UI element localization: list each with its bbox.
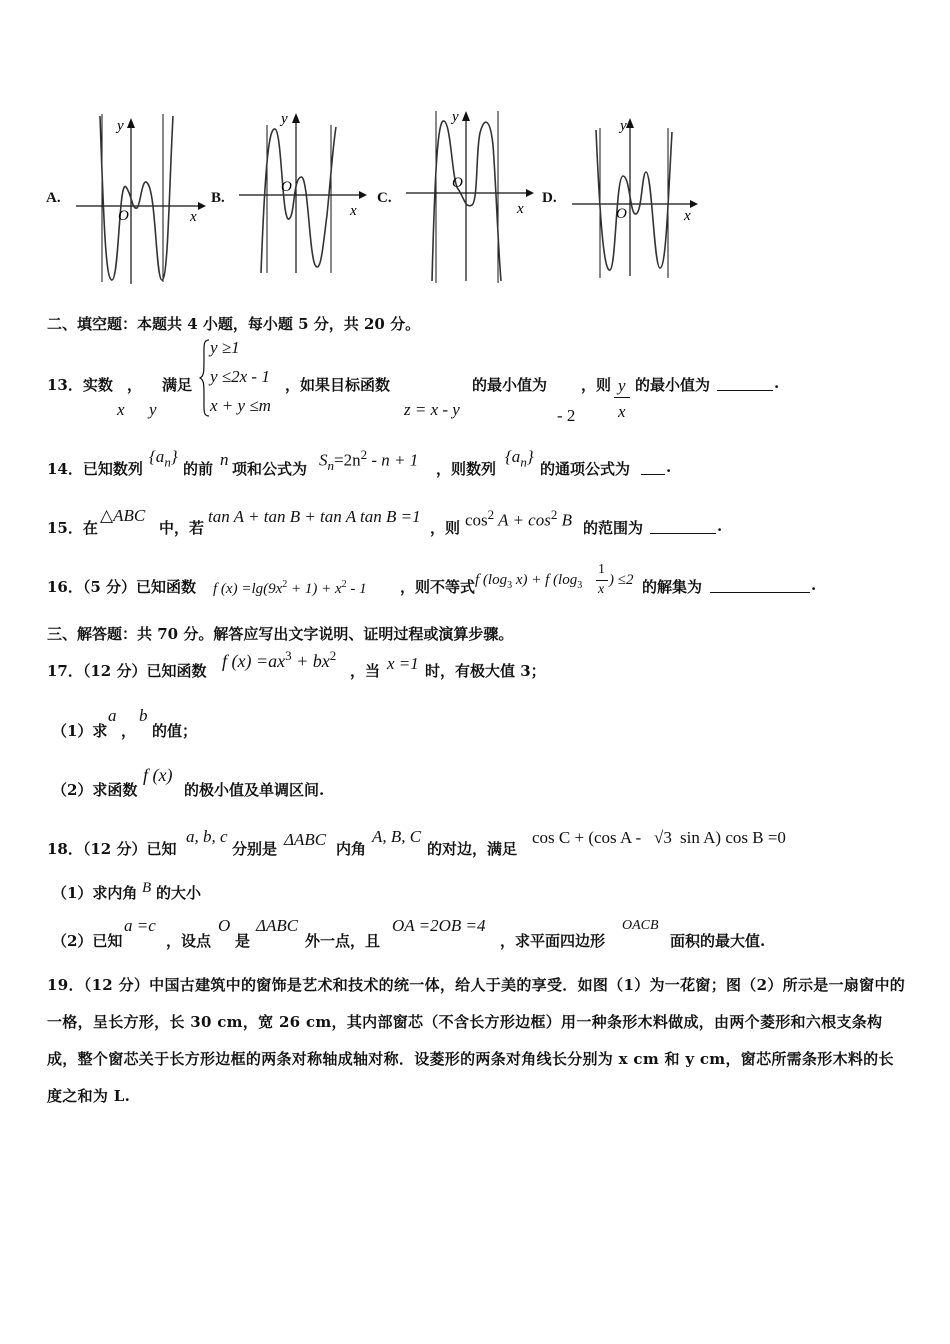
q15-condition: tan A + tan B + tan A tan B =1 — [208, 507, 421, 526]
q18-eq-b: sin A) cos B =0 — [680, 828, 786, 847]
option-c-label: C. — [377, 190, 392, 206]
q13-min-value: - 2 — [557, 406, 576, 425]
q14-answer-blank[interactable] — [641, 460, 665, 475]
q18-p2-c: 是 — [235, 932, 251, 950]
q13-frac-bar — [614, 397, 630, 398]
option-c-graph — [402, 105, 542, 285]
q15-cos-1: cos — [465, 510, 488, 530]
option-a-x: x — [190, 209, 197, 225]
q17-p2-b: 的极小值及单调区间. — [184, 781, 325, 799]
q16-frac-den: x — [598, 582, 605, 597]
option-b-x: x — [350, 203, 357, 219]
q13-text-1: ，如果目标函数 — [285, 376, 391, 394]
q18-sqrt3: √3 — [654, 828, 672, 847]
q18-triangle: ΔABC — [284, 830, 327, 849]
option-a-graph — [70, 112, 210, 287]
option-c-y: y — [452, 109, 459, 125]
q14-end: . — [666, 458, 672, 476]
q15-sup-1: 2 — [487, 507, 495, 522]
q14-seq-sub: n — [164, 454, 171, 470]
q18-p2-e: ，求平面四边形 — [500, 932, 606, 950]
option-c-x: x — [517, 201, 524, 217]
q14-seq2-close: } — [526, 447, 534, 466]
q14-n: n — [220, 450, 229, 469]
q15-text-1: 中，若 — [159, 519, 205, 537]
q16-func-sup-2: 2 — [341, 579, 347, 590]
q18-angles: A, B, C — [372, 827, 422, 846]
option-a-label: A. — [46, 190, 61, 206]
q18-p2-f: 面积的最大值. — [670, 932, 766, 950]
q18-p2-d: 外一点，且 — [305, 932, 381, 950]
q17-func-b: + bx — [291, 651, 330, 671]
q19-paragraph: 19．（12 分）中国古建筑中的窗饰是艺术和技术的统一体，给人于美的享受．如图（1）为一花窗；图（2）所示是一扇窗中的一格，呈长方形，长 30 cm，宽 26 cm，其内部窗芯（不含长方形边框）用一种条形木料做成，由两个菱形和六根支条构成，整个窗芯关于长方形边框的两条对称轴成轴对称．设菱形的两条对角线长分别为 x cm 和 y cm，窗芯所需条形木料的长度之和为 L. — [47, 976, 906, 1105]
q14-formula-s: S — [319, 450, 328, 470]
q17-b: b — [139, 706, 148, 725]
q17-head: 17．（12 分）已知函数 — [47, 662, 207, 680]
q13-sep: ， — [127, 376, 143, 394]
q18-p1-a: （1）求内角 — [52, 884, 138, 902]
q13-var-x: x — [117, 400, 125, 419]
q17-p2-a: （2）求函数 — [52, 781, 138, 799]
q15-triangle: △ABC — [100, 506, 146, 525]
q15-number: 15．在 — [47, 519, 98, 537]
q17-func-a: f (x) =ax — [222, 651, 286, 671]
q14-formula-sup: 2 — [360, 447, 368, 462]
q18-p2-a: （2）已知 — [52, 932, 123, 950]
q17-cond: x =1 — [387, 654, 419, 673]
section-2-heading: 二、填空题：本题共 4 小题，每小题 5 分，共 20 分。 — [47, 315, 421, 333]
q18-text-2: 内角 — [336, 840, 367, 858]
q17-text-2: 时，有极大值 3； — [425, 662, 546, 680]
q14-seq-1 — [149, 447, 178, 470]
option-a-y: y — [117, 118, 124, 134]
q14-text-2: 项和公式为 — [232, 460, 308, 478]
q16-ineq-f2: x) + f (log — [512, 572, 578, 588]
option-d-o: O — [616, 206, 627, 222]
q14-seq-2 — [505, 447, 534, 470]
q17-p1-b: 的值； — [152, 722, 198, 740]
q14-seq2-open: {a — [505, 447, 521, 466]
q18-quad: OACB — [622, 918, 659, 933]
q14-number: 14．已知数列 — [47, 460, 143, 478]
q15-answer-blank[interactable] — [650, 519, 716, 534]
q16-number: 16．（5 分）已知函数 — [47, 578, 197, 596]
option-d-graph — [568, 112, 708, 282]
q13-satisfy: 满足 — [162, 376, 193, 394]
q13-objective: z = x - y — [404, 400, 460, 419]
q18-text-3: 的对边，满足 — [427, 840, 518, 858]
q14-text-1: 的前 — [183, 460, 214, 478]
q15-text-2: ，则 — [430, 519, 461, 537]
q14-text-4: 的通项公式为 — [540, 460, 631, 478]
q16-func-a: f (x) =lg(9x — [213, 581, 283, 597]
q13-constraint-2: y ≤2x - 1 — [210, 367, 270, 386]
option-b-y: y — [281, 111, 288, 127]
q15-expression — [465, 507, 572, 531]
q14-formula-sub: n — [327, 458, 334, 474]
option-d-x: x — [684, 208, 691, 224]
q14-formula — [319, 447, 418, 474]
q17-function — [222, 648, 336, 672]
q16-func-mid: + 1) + x — [287, 581, 342, 597]
option-b-label: B. — [211, 190, 225, 206]
q18-B: B — [142, 880, 152, 896]
q13-var-y: y — [149, 400, 157, 419]
q18-a-eq-c: a =c — [124, 916, 156, 935]
q18-O: O — [218, 916, 231, 935]
q18-triangle-2: ΔABC — [256, 916, 299, 935]
q16-end: . — [811, 576, 817, 594]
q17-p1-sep: ， — [121, 722, 137, 740]
q13-text-2: 的最小值为 — [472, 376, 548, 394]
option-a-o: O — [118, 208, 129, 224]
q17-sup2: 2 — [329, 648, 337, 663]
q18-text-1: 分别是 — [232, 840, 278, 858]
q13-constraint-3: x + y ≤m — [210, 396, 271, 415]
q16-ineq-sub-2: 3 — [577, 580, 583, 591]
q13-frac-num: y — [618, 376, 626, 395]
q15-end: . — [717, 517, 723, 535]
q16-ineq-a — [475, 572, 582, 591]
option-d-y: y — [620, 118, 627, 134]
q15-sup-2: 2 — [550, 507, 558, 522]
q16-ineq-f1: f (log — [475, 572, 508, 588]
q15-tail: B — [557, 510, 572, 530]
section-3-heading: 三、解答题：共 70 分。解答应写出文字说明、证明过程或演算步骤。 — [47, 625, 514, 643]
q13-end: . — [774, 374, 780, 392]
q17-a: a — [108, 706, 117, 725]
q14-formula-rhs: =2n — [334, 450, 361, 470]
q14-formula-tail: - n + 1 — [367, 450, 419, 470]
q16-ineq-c: ) ≤2 — [609, 572, 634, 588]
q17-p1-a: （1）求 — [52, 722, 108, 740]
q16-function — [213, 579, 367, 598]
q16-text-1: ，则不等式 — [400, 578, 476, 596]
q15-mid: A + cos — [494, 510, 551, 530]
option-b-graph — [235, 105, 375, 280]
q17-sup3: 3 — [285, 648, 292, 663]
q13-number: 13．实数 — [47, 376, 113, 394]
q18-p1-b: 的大小 — [156, 884, 202, 902]
q16-func-tail: - 1 — [346, 581, 367, 597]
q14-seq-open: {a — [149, 447, 165, 466]
q18-head: 18．（12 分）已知 — [47, 840, 177, 858]
q13-constraint-1: y ≥1 — [210, 338, 240, 357]
q16-text-2: 的解集为 — [642, 578, 703, 596]
q16-func-sup: 2 — [282, 579, 288, 590]
option-c-o: O — [452, 175, 463, 191]
q14-seq2-sub: n — [520, 454, 527, 470]
q17-fx: f (x) — [143, 765, 173, 785]
q16-frac-num: 1 — [598, 562, 605, 577]
option-d-label: D. — [542, 190, 557, 206]
option-b-o: O — [281, 179, 292, 195]
q18-abc: a, b, c — [186, 827, 228, 846]
q18-p2-b: ，设点 — [166, 932, 212, 950]
q18-eq-a: cos C + (cos A - — [532, 828, 642, 847]
q16-answer-blank[interactable] — [710, 578, 810, 593]
q18-oa-ob: OA =2OB =4 — [392, 916, 486, 935]
q13-frac-den: x — [618, 402, 626, 421]
q16-frac-bar — [596, 580, 608, 581]
q17-text-1: ，当 — [350, 662, 381, 680]
q13-text-3: ，则 — [581, 376, 612, 394]
q14-seq-close: } — [170, 447, 178, 466]
q16-ineq-sub-1: 3 — [507, 580, 513, 591]
q15-text-3: 的范围为 — [583, 519, 644, 537]
q14-text-3: ，则数列 — [436, 460, 497, 478]
q13-text-4: 的最小值为 — [635, 376, 711, 394]
q13-answer-blank[interactable] — [717, 376, 773, 391]
